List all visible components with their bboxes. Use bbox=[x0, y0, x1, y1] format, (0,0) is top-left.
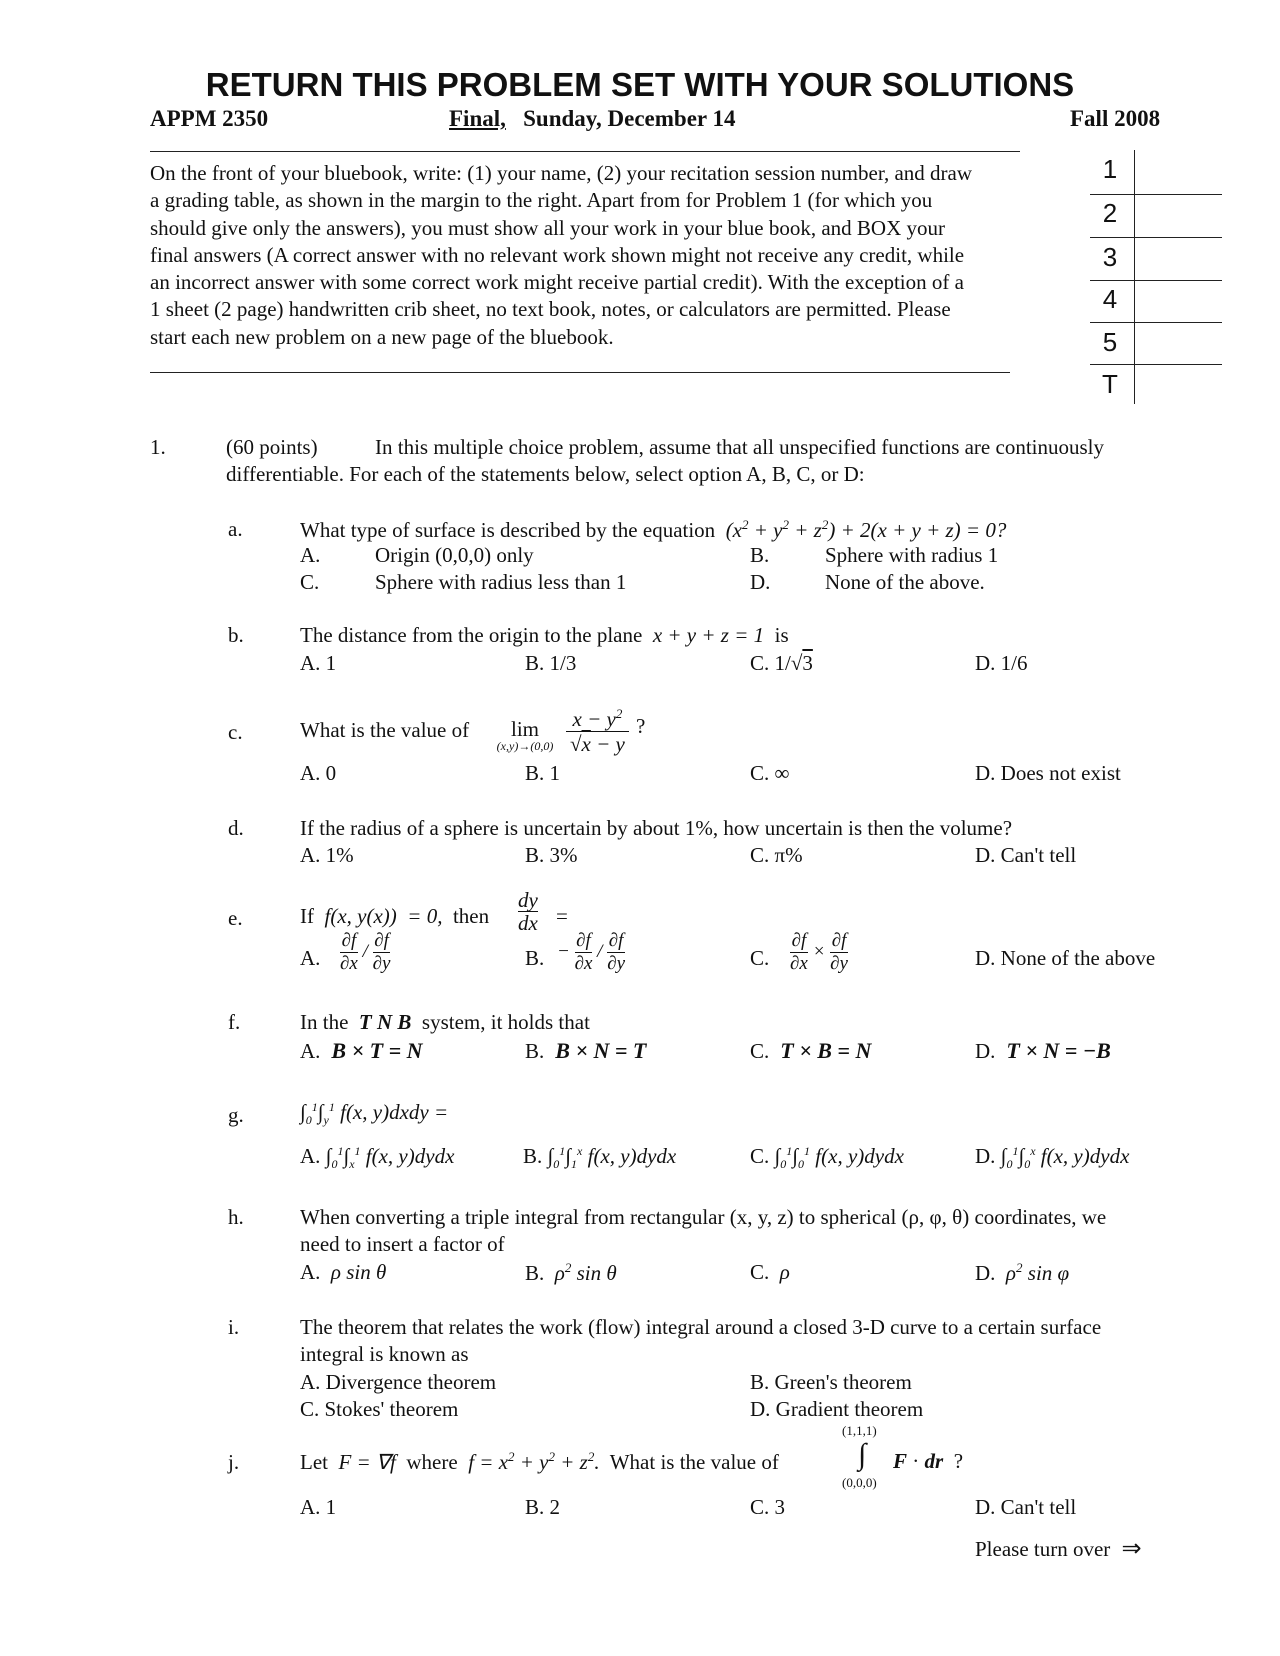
option-a: A. bbox=[300, 543, 321, 567]
option-math: $\int_0^1\int_0^1$ f(x, y)dydx bbox=[769, 1144, 904, 1172]
option-a bbox=[300, 1260, 386, 1285]
instruction-line: 1 sheet (2 page) handwritten crib sheet, no text book, notes, or calculators are permitted. Please bbox=[150, 297, 951, 322]
option-a bbox=[300, 1144, 454, 1172]
grading-row-4: 4 bbox=[1102, 284, 1118, 314]
option-b: B. bbox=[525, 946, 545, 970]
part-label: j. bbox=[228, 1450, 240, 1474]
top-rule bbox=[150, 151, 1020, 152]
problem-intro-line2: differentiable. For each of the statements below, select option A, B, C, or D: bbox=[226, 462, 865, 486]
option-b: B. 1 bbox=[525, 761, 561, 785]
option-label: B. bbox=[525, 1039, 545, 1063]
option-b: B. 2 bbox=[525, 1495, 561, 1519]
math-equals: = bbox=[556, 904, 568, 928]
option-b bbox=[523, 1144, 676, 1172]
part-label: e. bbox=[228, 906, 243, 930]
part-f-question bbox=[300, 1010, 590, 1035]
option-d: D. Can't tell bbox=[975, 1495, 1077, 1519]
option-label: B. bbox=[525, 1261, 545, 1285]
option-label: B. bbox=[523, 1144, 543, 1168]
option-c bbox=[750, 1038, 871, 1064]
grading-table-line bbox=[1090, 322, 1222, 323]
option-a-text: Origin (0,0,0) only bbox=[375, 543, 534, 567]
turn-over-text: Please turn over bbox=[975, 1537, 1111, 1561]
option-b bbox=[525, 1260, 617, 1286]
question-text: need to insert a factor of bbox=[300, 1232, 505, 1256]
option-label: D. bbox=[975, 1144, 996, 1168]
integral-sign: ∫ bbox=[858, 1438, 867, 1471]
course-code: APPM 2350 bbox=[150, 106, 269, 131]
option-d: D. None of the above bbox=[975, 946, 1156, 970]
problem-number: 1. bbox=[150, 435, 166, 459]
part-j-question bbox=[300, 1449, 779, 1475]
part-label: i. bbox=[228, 1315, 240, 1339]
question-text: The theorem that relates the work (flow) integral around a closed 3-D curve to a certain surface bbox=[300, 1315, 1102, 1339]
grading-table-divider bbox=[1134, 150, 1135, 404]
option-math: B × N = T bbox=[544, 1038, 647, 1063]
option-c: C. bbox=[750, 946, 770, 970]
option-a bbox=[300, 1038, 423, 1064]
option-c: C. bbox=[300, 570, 320, 594]
question-text: What type of surface is described by the equation bbox=[300, 518, 716, 542]
option-label: C. 1/ bbox=[750, 651, 791, 675]
option-b: B. Green's theorem bbox=[750, 1370, 912, 1394]
bottom-rule bbox=[150, 372, 1010, 373]
option-label: A. bbox=[300, 1039, 321, 1063]
option-c bbox=[750, 1260, 790, 1285]
part-label: a. bbox=[228, 517, 243, 541]
option-d: D. Can't tell bbox=[975, 843, 1077, 867]
part-label: d. bbox=[228, 816, 244, 840]
question-text: integral is known as bbox=[300, 1342, 469, 1366]
question-text: If bbox=[300, 904, 314, 928]
grading-row-2: 2 bbox=[1102, 198, 1118, 228]
question-text: then bbox=[452, 904, 490, 928]
exam-type: Final, bbox=[449, 106, 506, 131]
option-d: D. bbox=[750, 570, 771, 594]
question-text: When converting a triple integral from rectangular (x, y, z) to spherical (ρ, φ, θ) coordinates, we bbox=[300, 1205, 1107, 1229]
grading-row-5: 5 bbox=[1102, 327, 1118, 357]
math-dydx: dy dx bbox=[518, 888, 538, 935]
option-math: $\int_0^1\int_1^x$ f(x, y)dydx bbox=[542, 1144, 677, 1172]
exam-name bbox=[449, 106, 735, 132]
exam-date: Sunday, December 14 bbox=[523, 106, 736, 131]
option-label: C. bbox=[750, 1260, 770, 1284]
math-tnb: T N B bbox=[353, 1010, 417, 1034]
problem-intro-line1: In this multiple choice problem, assume that all unspecified functions are continuously bbox=[375, 435, 1104, 459]
option-c bbox=[750, 651, 813, 676]
option-label: A. bbox=[300, 1260, 321, 1284]
option-c: C. π% bbox=[750, 843, 803, 867]
option-d: D. Does not exist bbox=[975, 761, 1121, 785]
grading-row-3: 3 bbox=[1102, 242, 1118, 272]
option-label: D. bbox=[975, 1039, 996, 1063]
part-b-question bbox=[300, 623, 789, 648]
option-b-math: − $\frac{\partial f}{\partial x}$ / $\frac{\partial f}{\partial y}$ bbox=[557, 930, 626, 974]
option-a-math: $\frac{\partial f}{\partial x}$ / $\frac{\partial f}{\partial y}$ bbox=[340, 930, 391, 974]
part-label: b. bbox=[228, 623, 244, 647]
part-label: g. bbox=[228, 1103, 244, 1127]
option-d-text: None of the above. bbox=[825, 570, 985, 594]
part-g-question: $\int_0^1\int_y^1$ f(x, y)dxdy = bbox=[300, 1100, 449, 1128]
grading-row-total: T bbox=[1102, 369, 1118, 399]
grading-table-line bbox=[1090, 280, 1222, 281]
grading-table-line bbox=[1090, 237, 1222, 238]
lim-text: lim bbox=[510, 717, 539, 741]
math-equation: F = ∇f bbox=[333, 1450, 402, 1474]
question-text: What is the value of bbox=[609, 1450, 779, 1474]
option-math: T × B = N bbox=[769, 1038, 872, 1063]
option-c: C. 3 bbox=[750, 1495, 786, 1519]
page-title: RETURN THIS PROBLEM SET WITH YOUR SOLUTIONS bbox=[205, 66, 1075, 103]
double-arrow-icon: ⇒ bbox=[1115, 1536, 1142, 1562]
question-text: system, it holds that bbox=[421, 1010, 590, 1034]
option-label: D. bbox=[975, 1261, 996, 1285]
option-b bbox=[525, 1038, 646, 1064]
grading-table bbox=[1090, 150, 1222, 404]
option-math: $\rho^2$ sin θ bbox=[544, 1260, 617, 1285]
option-math: ρ sin θ bbox=[320, 1260, 387, 1284]
option-d: D. Gradient theorem bbox=[750, 1397, 924, 1421]
option-a: A. 1 bbox=[300, 1495, 337, 1519]
math-limit bbox=[495, 718, 555, 752]
option-c-math: $\frac{\partial f}{\partial x}$ × $\frac{\partial f}{\partial y}$ bbox=[790, 930, 848, 974]
option-b-text: Sphere with radius 1 bbox=[825, 543, 999, 567]
turn-over-note bbox=[975, 1534, 1142, 1563]
option-math: T × N = −B bbox=[995, 1038, 1111, 1063]
option-c: C. ∞ bbox=[750, 761, 790, 785]
question-text: is bbox=[774, 623, 789, 647]
option-c-text: Sphere with radius less than 1 bbox=[375, 570, 627, 594]
part-label: h. bbox=[228, 1205, 244, 1229]
part-label: c. bbox=[228, 720, 243, 744]
option-math: ρ bbox=[769, 1260, 790, 1284]
part-label: f. bbox=[228, 1010, 241, 1034]
math-fraction: $x - y^2$ √x − y bbox=[566, 702, 629, 756]
option-b: B. 1/3 bbox=[525, 651, 577, 675]
question-text: What is the value of bbox=[300, 718, 470, 742]
integrand: F · dr ? bbox=[893, 1449, 964, 1473]
option-b: B. bbox=[750, 543, 770, 567]
question-text: Let bbox=[300, 1450, 328, 1474]
instructions bbox=[150, 160, 1050, 351]
math-equation: $f = x^2 + y^2 + z^2$. bbox=[462, 1449, 605, 1474]
instruction-line: final answers (A correct answer with no relevant work shown might not receive any credit, while bbox=[150, 242, 965, 267]
option-a: A. 1 bbox=[300, 651, 337, 675]
option-a: A. 1% bbox=[300, 843, 354, 867]
option-label: A. bbox=[300, 1144, 321, 1168]
integral-upper-limit: (1,1,1) bbox=[842, 1423, 877, 1438]
option-math: $\int_0^1\int_0^x$ f(x, y)dydx bbox=[995, 1144, 1130, 1172]
option-d bbox=[975, 1038, 1111, 1064]
grading-table-line bbox=[1090, 194, 1222, 195]
grading-row-1: 1 bbox=[1102, 154, 1118, 184]
option-c bbox=[750, 1144, 904, 1172]
option-a: A. bbox=[300, 946, 321, 970]
question-text: If the radius of a sphere is uncertain by about 1%, how uncertain is then the volume? bbox=[300, 816, 1013, 840]
option-math: $\int_0^1\int_x^1$ f(x, y)dydx bbox=[320, 1144, 455, 1172]
part-e-question bbox=[300, 904, 489, 929]
option-d bbox=[975, 1260, 1069, 1286]
math-sqrt: √3 bbox=[790, 651, 813, 675]
option-label: C. bbox=[750, 1039, 770, 1063]
instruction-line: On the front of your bluebook, write: (1) your name, (2) your recitation session number, and draw bbox=[150, 161, 973, 185]
option-label: C. bbox=[750, 1144, 770, 1168]
math-equation: x + y + z = 1 bbox=[647, 623, 770, 647]
option-b: B. 3% bbox=[525, 843, 578, 867]
lim-subscript: (x,y)→(0,0) bbox=[496, 739, 554, 753]
instruction-line: a grading table, as shown in the margin to the right. Apart from for Problem 1 (for which you bbox=[150, 188, 933, 213]
question-text: The distance from the origin to the plane bbox=[300, 623, 643, 647]
grading-table-line bbox=[1090, 364, 1222, 365]
option-d bbox=[975, 1144, 1129, 1172]
option-a: A. Divergence theorem bbox=[300, 1370, 497, 1394]
option-d: D. 1/6 bbox=[975, 651, 1028, 675]
question-mark: ? bbox=[636, 714, 646, 738]
math-equation: $(x^2 + y^2 + z^2) + 2(x + y + z) = 0$? bbox=[720, 517, 1007, 542]
exam-term: Fall 2008 bbox=[1070, 106, 1161, 131]
integral-lower-limit: (0,0,0) bbox=[842, 1475, 877, 1490]
instruction-line: an incorrect answer with some correct work might receive partial credit). With the exception of a bbox=[150, 270, 964, 295]
instruction-line: should give only the answers), you must show all your work in your blue book, and BOX your bbox=[150, 215, 945, 240]
option-math: B × T = N bbox=[320, 1038, 423, 1063]
part-a-question bbox=[300, 517, 1006, 543]
problem-points: (60 points) bbox=[226, 435, 318, 459]
question-text: In the bbox=[300, 1010, 349, 1034]
option-math: $\rho^2$ sin φ bbox=[995, 1260, 1070, 1285]
question-text: where bbox=[406, 1450, 458, 1474]
math-equation: f(x, y(x)) = 0, bbox=[319, 904, 448, 928]
option-a: A. 0 bbox=[300, 761, 337, 785]
option-c: C. Stokes' theorem bbox=[300, 1397, 459, 1421]
instruction-line: start each new problem on a new page of the bluebook. bbox=[150, 324, 614, 349]
